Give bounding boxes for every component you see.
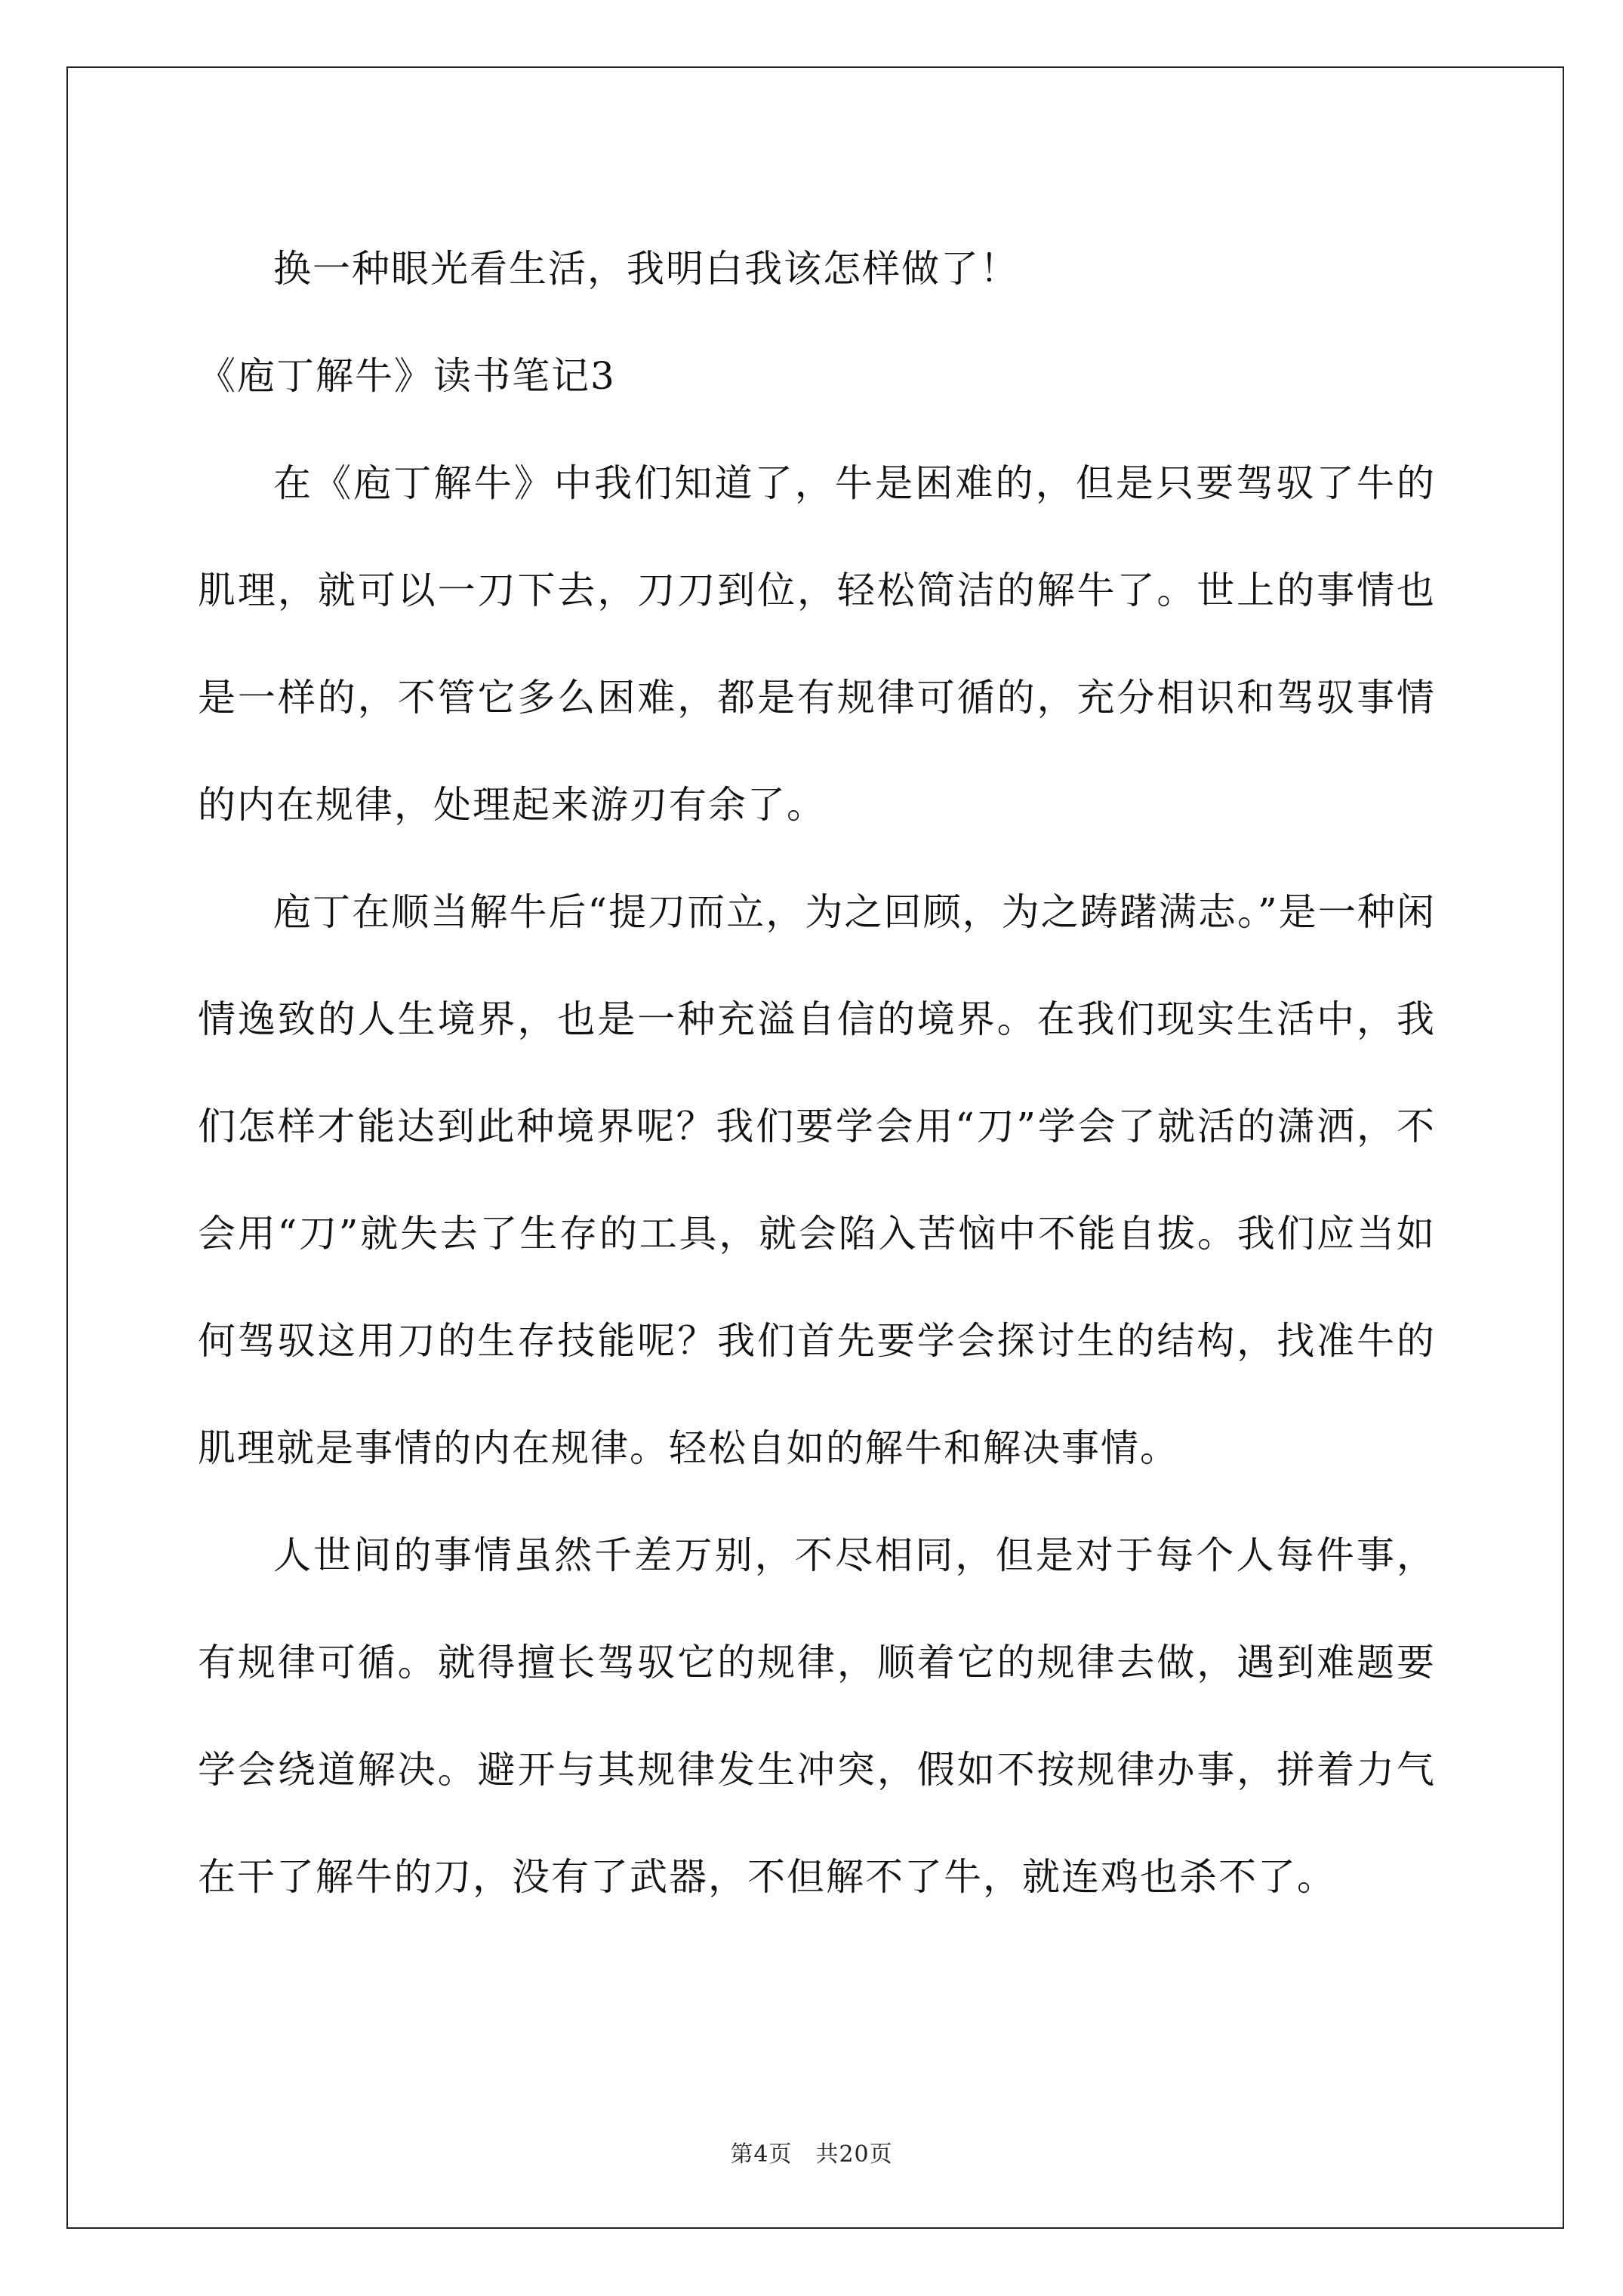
section-heading: 《庖丁解牛》读书笔记3 bbox=[198, 354, 616, 398]
paragraph-2: 在《庖丁解牛》中我们知道了，牛是困难的，但是只要驾驭了牛的肌理，就可以一刀下去，刀刀到位，轻松简洁的解牛了。世上的事情也是一样的，不管它多么困难，都是有规律可循的，充分相识和驾驭事情的内在规律，处理起来游刃有余了。 bbox=[198, 461, 1436, 827]
paragraph-1: 换一种眼光看生活，我明白我该怎样做了！ bbox=[273, 247, 1019, 291]
paragraph-4: 人世间的事情虽然千差万别，不尽相同，但是对于每个人每件事，有规律可循。就得擅长驾驭它的规律，顺着它的规律去做，遇到难题要学会绕道解决。避开与其规律发生冲突，假如不按规律办事，拼着力气在干了解牛的刀，没有了武器，不但解不了牛，就连鸡也杀不了。 bbox=[198, 1533, 1436, 1899]
page-number-footer: 第4页 共20页 bbox=[730, 2141, 893, 2168]
paragraph-3: 庖丁在顺当解牛后“提刀而立，为之回顾，为之踌躇满志。”是一种闲情逸致的人生境界，也是一种充溢自信的境界。在我们现实生活中，我们怎样才能达到此种境界呢？我们要学会用“刀”学会了就活的潇洒，不会用“刀”就失去了生存的工具，就会陷入苦恼中不能自拔。我们应当如何驾驭这用刀的生存技能呢？我们首先要学会探讨生的结构，找准牛的肌理就是事情的内在规律。轻松自如的解牛和解决事情。 bbox=[198, 890, 1436, 1470]
document-body bbox=[198, 215, 1436, 1931]
